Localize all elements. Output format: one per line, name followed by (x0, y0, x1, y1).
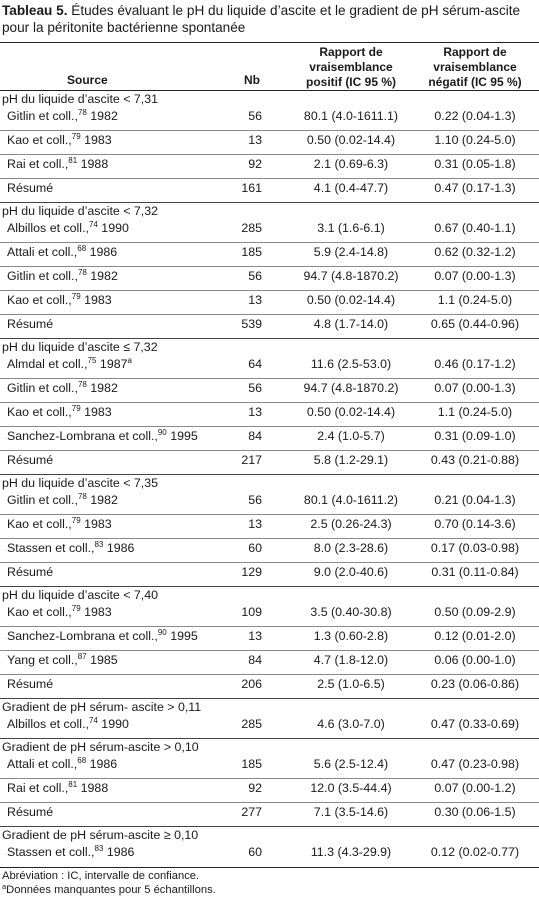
group-divider (0, 586, 539, 587)
source-year: 1986 (86, 757, 118, 771)
source-name: Albillos et coll., (7, 221, 89, 235)
negative-lr-cell: 1.1 (0.24-5.0) (437, 405, 513, 419)
group-title: Gradient de pH sérum-ascite ≥ 0,10 (2, 828, 199, 842)
reference-number: 78 (77, 492, 87, 501)
source-name: Yang et coll., (7, 653, 78, 667)
table-row (0, 514, 539, 539)
group-divider (0, 338, 539, 339)
footnote-text: Données manquantes pour 5 échantillons. (6, 884, 216, 896)
source-name: Sanchez-Lombrana et coll., (7, 629, 158, 643)
table-number: Tableau 5. (2, 3, 68, 18)
source-name: Stassen et coll., (7, 845, 95, 859)
reference-number: 68 (77, 756, 87, 765)
positive-lr-cell: 11.3 (4.3-29.9) (310, 845, 392, 859)
table-row (0, 602, 539, 627)
positive-lr-cell: 5.9 (2.4-14.8) (313, 245, 389, 259)
source-cell (7, 245, 117, 260)
positive-lr-cell: 0.50 (0.02-14.4) (306, 405, 396, 419)
reference-number: 81 (68, 156, 78, 165)
source-cell (7, 357, 132, 372)
negative-lr-cell: 1.10 (0.24-5.0) (434, 133, 516, 147)
source-name: Kao et coll., (7, 293, 72, 307)
source-name: Gitlin et coll., (7, 381, 78, 395)
header-positive-line-3: positif (IC 95 %) (305, 75, 396, 89)
source-cell (7, 781, 108, 796)
reference-number: 79 (71, 292, 81, 301)
table-caption: Études évaluant le pH du liquide d’ascite et le gradient de pH sérum-ascite pour la péritonite bactérienne spontanée (2, 3, 521, 35)
sample-size-cell: 13 (248, 405, 262, 419)
table-row (0, 650, 539, 675)
group-title: pH du liquide d’ascite ≤ 7,32 (2, 340, 158, 354)
footnote-mark: a (127, 356, 132, 365)
source-cell (7, 405, 112, 420)
positive-lr-cell: 2.5 (0.26-24.3) (310, 517, 392, 531)
table-row (0, 242, 539, 267)
group-divider (0, 698, 539, 699)
table-row (0, 106, 539, 131)
source-cell (7, 541, 134, 556)
header-negative-lr (418, 45, 532, 90)
source-cell (7, 381, 118, 396)
table-row (0, 266, 539, 291)
positive-lr-cell: 2.5 (1.0-6.5) (317, 677, 385, 691)
footnote-abbreviation: Abréviation : IC, intervalle de confiance. (2, 870, 200, 882)
table-title (2, 2, 537, 36)
source-name: Rai et coll., (7, 157, 69, 171)
reference-number: 78 (77, 108, 87, 117)
positive-lr-cell: 80.1 (4.0-1611.2) (303, 493, 399, 507)
sample-size-cell: 109 (241, 605, 262, 619)
negative-lr-cell: 0.31 (0.09-1.0) (434, 429, 516, 443)
negative-lr-cell: 0.46 (0.17-1.2) (434, 357, 516, 371)
header-positive-lr (295, 45, 407, 90)
source-year: 1986 (103, 845, 135, 859)
source-name: Attali et coll., (7, 757, 78, 771)
table-row (0, 402, 539, 427)
source-cell (7, 157, 108, 172)
source-year: 1983 (80, 133, 112, 147)
positive-lr-cell: 7.1 (3.5-14.6) (313, 805, 389, 819)
source-year: 1985 (86, 653, 118, 667)
source-cell (7, 453, 53, 468)
sample-size-cell: 13 (248, 133, 262, 147)
source-year: 1990 (97, 221, 129, 235)
sample-size-cell: 56 (248, 109, 262, 123)
source-cell (7, 653, 118, 668)
reference-number: 90 (157, 628, 167, 637)
reference-number: 83 (94, 844, 104, 853)
source-cell (7, 629, 198, 644)
group-title: Gradient de pH sérum-ascite > 0,10 (2, 740, 199, 754)
bottom-rule (0, 867, 539, 868)
positive-lr-cell: 0.50 (0.02-14.4) (306, 133, 396, 147)
table-row (0, 218, 539, 243)
table-row (0, 842, 539, 866)
sample-size-cell: 64 (248, 357, 262, 371)
sample-size-cell: 13 (248, 629, 262, 643)
sample-size-cell: 13 (248, 517, 262, 531)
header-positive-line-1: Rapport de (319, 45, 383, 59)
group-title: pH du liquide d’ascite < 7,31 (2, 92, 159, 106)
source-cell (7, 221, 129, 236)
source-year: 1982 (86, 269, 118, 283)
negative-lr-cell: 0.17 (0.03-0.98) (430, 541, 520, 555)
positive-lr-cell: 12.0 (3.5-44.4) (310, 781, 392, 795)
source-year: 1982 (86, 109, 118, 123)
source-cell (7, 717, 129, 732)
negative-lr-cell: 0.47 (0.33-0.69) (430, 717, 520, 731)
source-name: Résumé (7, 453, 54, 467)
negative-lr-cell: 0.07 (0.00-1.3) (434, 381, 516, 395)
negative-lr-cell: 0.12 (0.02-0.77) (430, 845, 520, 859)
source-year: 1995 (166, 629, 198, 643)
reference-number: 79 (71, 516, 81, 525)
negative-lr-cell: 0.22 (0.04-1.3) (434, 109, 516, 123)
positive-lr-cell: 3.5 (0.40-30.8) (310, 605, 392, 619)
source-cell (7, 133, 112, 148)
source-cell (7, 493, 118, 508)
source-year: 1995 (166, 429, 198, 443)
reference-number: 83 (94, 540, 104, 549)
source-name: Résumé (7, 677, 54, 691)
source-cell (7, 269, 118, 284)
negative-lr-cell: 0.21 (0.04-1.3) (434, 493, 516, 507)
sample-size-cell: 277 (241, 805, 262, 819)
source-year: 1988 (77, 781, 109, 795)
positive-lr-cell: 3.1 (1.6-6.1) (317, 221, 385, 235)
sample-size-cell: 92 (248, 157, 262, 171)
source-name: Attali et coll., (7, 245, 78, 259)
table-row (0, 562, 539, 586)
sample-size-cell: 539 (241, 317, 262, 331)
header-rule (0, 90, 539, 91)
negative-lr-cell: 0.50 (0.09-2.9) (434, 605, 516, 619)
group-title: Gradient de pH sérum- ascite > 0,11 (2, 700, 202, 714)
reference-number: 74 (88, 716, 98, 725)
negative-lr-cell: 0.07 (0.00-1.3) (434, 269, 516, 283)
footnote-mark: a (2, 882, 7, 891)
source-year: 1983 (80, 605, 112, 619)
sample-size-cell: 13 (248, 293, 262, 307)
table-row (0, 378, 539, 403)
group-title: pH du liquide d’ascite < 7,35 (2, 476, 159, 490)
source-name: Sanchez-Lombrana et coll., (7, 429, 158, 443)
positive-lr-cell: 2.4 (1.0-5.7) (317, 429, 385, 443)
reference-number: 79 (71, 604, 81, 613)
source-name: Résumé (7, 805, 54, 819)
reference-number: 81 (68, 780, 78, 789)
source-name: Rai et coll., (7, 781, 69, 795)
source-cell (7, 677, 53, 692)
reference-number: 79 (71, 132, 81, 141)
source-cell (7, 293, 112, 308)
source-cell (7, 517, 112, 532)
sample-size-cell: 285 (241, 717, 262, 731)
table-row (0, 314, 539, 338)
source-name: Gitlin et coll., (7, 269, 78, 283)
source-cell (7, 181, 53, 196)
sample-size-cell: 56 (248, 493, 262, 507)
source-name: Kao et coll., (7, 405, 72, 419)
table-row (0, 714, 539, 738)
positive-lr-cell: 4.1 (0.4-47.7) (313, 181, 389, 195)
positive-lr-cell: 9.0 (2.0-40.6) (313, 565, 389, 579)
header-negative-line-2: vraisemblance (433, 60, 517, 74)
positive-lr-cell: 4.6 (3.0-7.0) (317, 717, 385, 731)
negative-lr-cell: 0.30 (0.06-1.5) (434, 805, 516, 819)
header-negative-line-3: négatif (IC 95 %) (428, 75, 522, 89)
reference-number: 68 (77, 244, 87, 253)
positive-lr-cell: 4.7 (1.8-12.0) (313, 653, 389, 667)
table-row (0, 154, 539, 179)
negative-lr-cell: 0.70 (0.14-3.6) (434, 517, 516, 531)
table-row (0, 754, 539, 779)
table-row (0, 450, 539, 474)
source-year: 1983 (80, 293, 112, 307)
source-name: Résumé (7, 565, 54, 579)
positive-lr-cell: 5.8 (1.2-29.1) (313, 453, 389, 467)
negative-lr-cell: 0.43 (0.21-0.88) (430, 453, 520, 467)
reference-number: 78 (77, 268, 87, 277)
positive-lr-cell: 5.6 (2.5-12.4) (313, 757, 389, 771)
table-row (0, 290, 539, 315)
source-name: Résumé (7, 181, 54, 195)
sample-size-cell: 161 (241, 181, 262, 195)
positive-lr-cell: 0.50 (0.02-14.4) (306, 293, 396, 307)
source-year: 1983 (80, 517, 112, 531)
positive-lr-cell: 94.7 (4.8-1870.2) (303, 381, 399, 395)
negative-lr-cell: 0.06 (0.00-1.0) (434, 653, 516, 667)
source-name: Almdal et coll., (7, 357, 88, 371)
table-row (0, 626, 539, 651)
sample-size-cell: 92 (248, 781, 262, 795)
reference-number: 87 (77, 652, 87, 661)
source-cell (7, 845, 134, 860)
source-cell (7, 429, 198, 444)
source-cell (7, 317, 53, 332)
header-source: Source (67, 73, 108, 87)
negative-lr-cell: 0.47 (0.23-0.98) (430, 757, 520, 771)
negative-lr-cell: 0.31 (0.11-0.84) (431, 565, 519, 579)
source-name: Kao et coll., (7, 517, 72, 531)
reference-number: 75 (87, 356, 97, 365)
positive-lr-cell: 80.1 (4.0-1611.1) (303, 109, 399, 123)
source-year: 1986 (86, 245, 118, 259)
table-row (0, 778, 539, 803)
source-year: 1988 (77, 157, 109, 171)
source-name: Gitlin et coll., (7, 493, 78, 507)
source-name: Gitlin et coll., (7, 109, 78, 123)
top-rule (0, 42, 539, 43)
table-row (0, 178, 539, 202)
negative-lr-cell: 0.23 (0.06-0.86) (430, 677, 520, 691)
positive-lr-cell: 4.8 (1.7-14.0) (313, 317, 389, 331)
group-divider (0, 738, 539, 739)
source-cell (7, 605, 112, 620)
positive-lr-cell: 2.1 (0.69-6.3) (313, 157, 389, 171)
table-row (0, 538, 539, 563)
reference-number: 78 (77, 380, 87, 389)
source-year: 1982 (86, 381, 118, 395)
negative-lr-cell: 0.65 (0.44-0.96) (430, 317, 520, 331)
positive-lr-cell: 8.0 (2.3-28.6) (313, 541, 389, 555)
positive-lr-cell: 11.6 (2.5-53.0) (310, 357, 392, 371)
group-divider (0, 474, 539, 475)
group-divider (0, 202, 539, 203)
negative-lr-cell: 0.31 (0.05-1.8) (434, 157, 516, 171)
header-negative-line-1: Rapport de (443, 45, 507, 59)
sample-size-cell: 56 (248, 381, 262, 395)
group-title: pH du liquide d’ascite < 7,40 (2, 588, 159, 602)
table-row (0, 426, 539, 451)
source-cell (7, 109, 118, 124)
source-name: Kao et coll., (7, 133, 72, 147)
sample-size-cell: 56 (248, 269, 262, 283)
sample-size-cell: 185 (241, 757, 262, 771)
negative-lr-cell: 0.67 (0.40-1.1) (434, 221, 516, 235)
sample-size-cell: 129 (241, 565, 262, 579)
source-name: Albillos et coll., (7, 717, 89, 731)
table-row (0, 802, 539, 826)
sample-size-cell: 84 (248, 653, 262, 667)
source-year: 1987 (96, 357, 128, 371)
reference-number: 74 (88, 220, 98, 229)
header-positive-line-2: vraisemblance (309, 60, 393, 74)
positive-lr-cell: 94.7 (4.8-1870.2) (303, 269, 399, 283)
sample-size-cell: 206 (241, 677, 262, 691)
header-nb: Nb (244, 73, 260, 87)
negative-lr-cell: 0.62 (0.32-1.2) (434, 245, 516, 259)
negative-lr-cell: 1.1 (0.24-5.0) (437, 293, 513, 307)
source-name: Kao et coll., (7, 605, 72, 619)
sample-size-cell: 185 (241, 245, 262, 259)
footnote-missing-data (2, 883, 216, 897)
table-row (0, 130, 539, 155)
sample-size-cell: 285 (241, 221, 262, 235)
group-title: pH du liquide d’ascite < 7,32 (2, 204, 159, 218)
source-year: 1983 (80, 405, 112, 419)
group-divider (0, 826, 539, 827)
sample-size-cell: 60 (248, 845, 262, 859)
source-cell (7, 805, 53, 820)
source-cell (7, 757, 117, 772)
negative-lr-cell: 0.47 (0.17-1.3) (434, 181, 516, 195)
reference-number: 90 (157, 428, 167, 437)
source-year: 1990 (97, 717, 129, 731)
positive-lr-cell: 1.3 (0.60-2.8) (313, 629, 389, 643)
negative-lr-cell: 0.07 (0.00-1.2) (434, 781, 516, 795)
sample-size-cell: 84 (248, 429, 262, 443)
sample-size-cell: 60 (248, 541, 262, 555)
source-name: Résumé (7, 317, 54, 331)
source-cell (7, 565, 53, 580)
reference-number: 79 (71, 404, 81, 413)
negative-lr-cell: 0.12 (0.01-2.0) (434, 629, 516, 643)
table-row (0, 490, 539, 515)
source-year: 1986 (103, 541, 135, 555)
table-row (0, 674, 539, 698)
sample-size-cell: 217 (241, 453, 262, 467)
table-row (0, 354, 539, 379)
source-year: 1982 (86, 493, 118, 507)
source-name: Stassen et coll., (7, 541, 95, 555)
